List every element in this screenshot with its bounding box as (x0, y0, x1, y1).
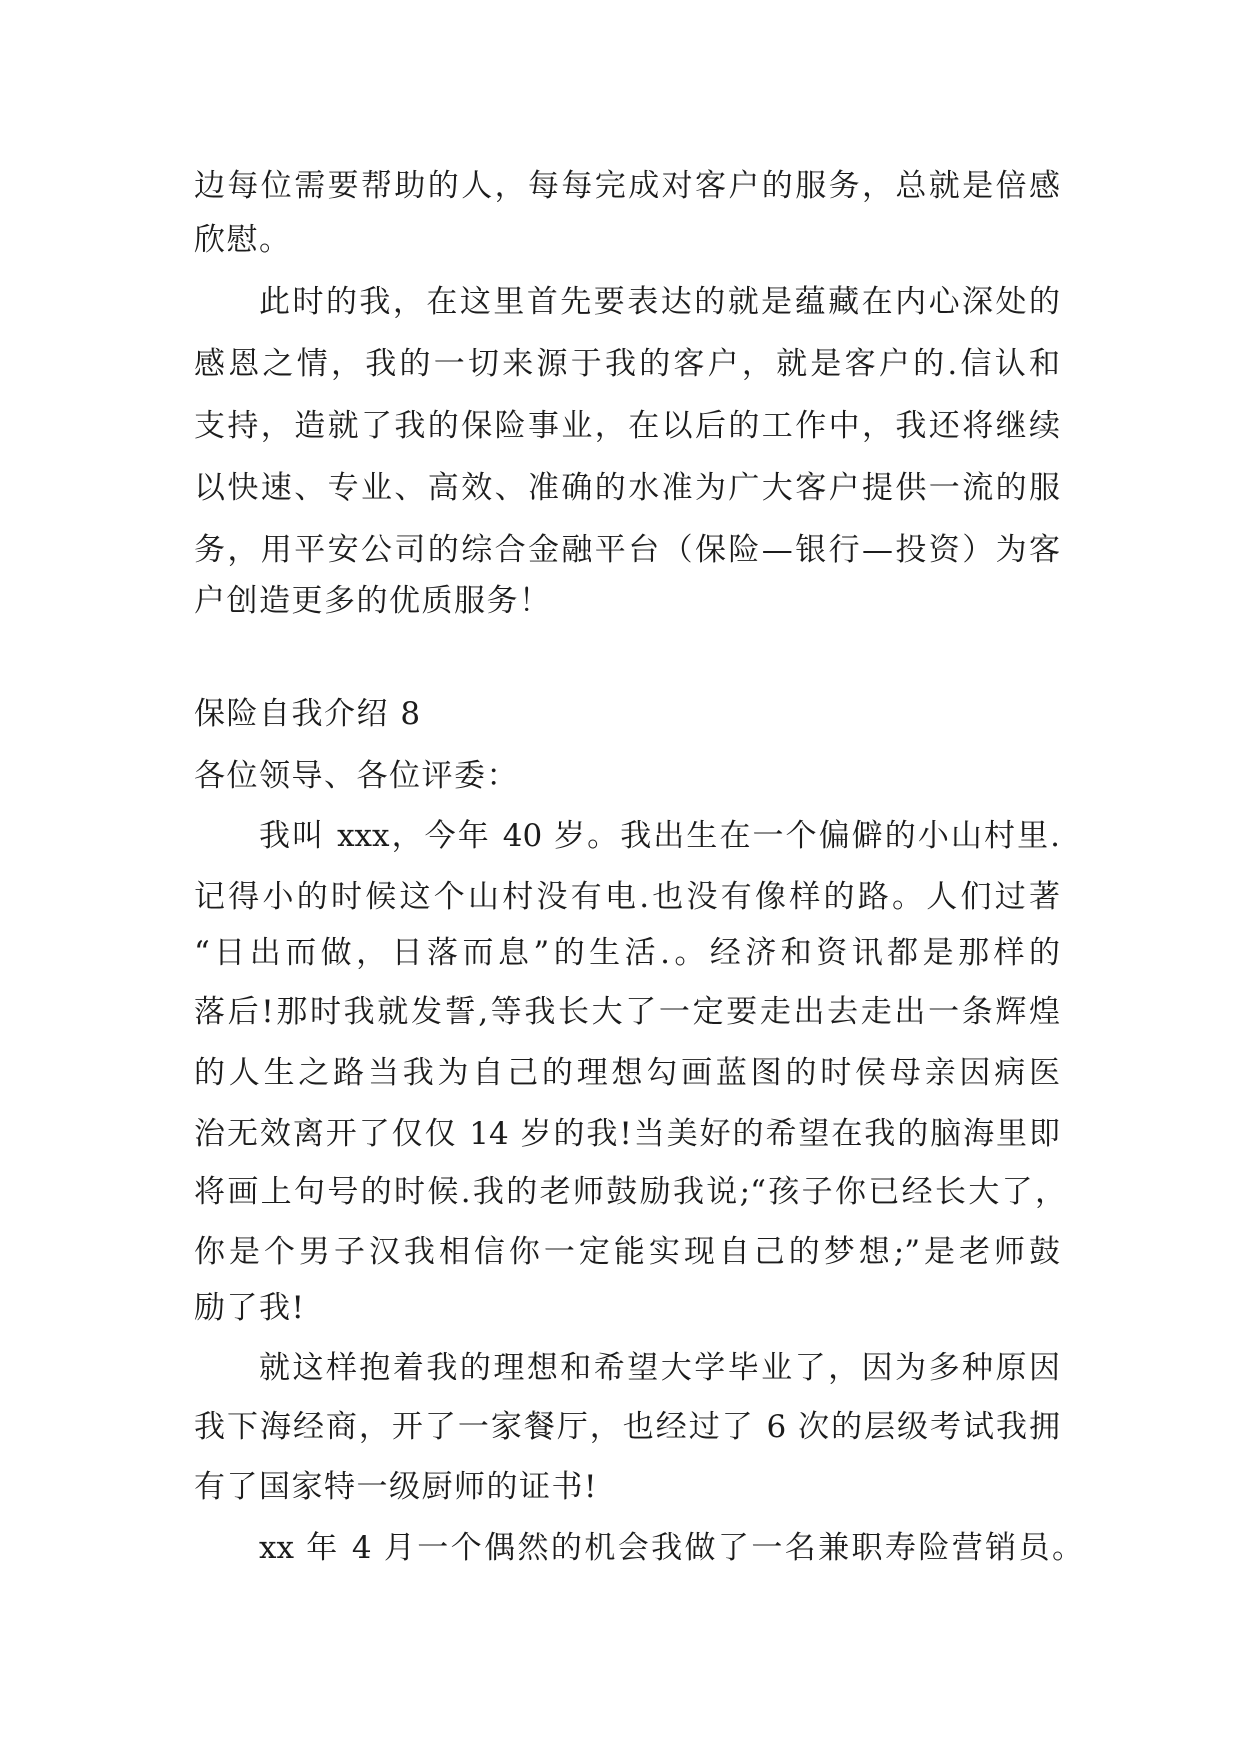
paragraph-line: 此时的我，在这里首先要表达的就是蕴藏在内心深处的 (259, 284, 1060, 320)
paragraph-line: 治无效离开了仅仅 14 岁的我!当美好的希望在我的脑海里即 (194, 1116, 1060, 1152)
paragraph-line: 边每位需要帮助的人，每每完成对客户的服务，总就是倍感 (194, 168, 1060, 204)
paragraph-line: 欣慰。 (194, 222, 292, 258)
paragraph-line: “日出而做，日落而息”的生活.。经济和资讯都是那样的 (194, 935, 1060, 971)
paragraph-line: 落后!那时我就发誓,等我长大了一定要走出去走出一条辉煌 (194, 994, 1060, 1030)
paragraph-line: 以快速、专业、高效、准确的水准为广大客户提供一流的服 (194, 470, 1060, 506)
section-title: 保险自我介绍 8 (194, 696, 422, 732)
paragraph-line: 就这样抱着我的理想和希望大学毕业了，因为多种原因 (259, 1350, 1060, 1386)
salutation: 各位领导、各位评委： (194, 758, 519, 794)
paragraph-line: 户创造更多的优质服务！ (194, 583, 552, 619)
paragraph-line: 励了我! (194, 1290, 306, 1326)
paragraph-line: 有了国家特一级厨师的证书! (194, 1469, 598, 1505)
paragraph-line: 我下海经商，开了一家餐厅，也经过了 6 次的层级考试我拥 (194, 1409, 1060, 1445)
paragraph-line: 感恩之情，我的一切来源于我的客户，就是客户的.信认和 (194, 346, 1060, 382)
paragraph-line: 我叫 xxx，今年 40 岁。我出生在一个偏僻的小山村里. (259, 818, 1060, 854)
paragraph-line: 记得小的时候这个山村没有电.也没有像样的路。人们过著 (194, 879, 1060, 915)
paragraph-line: xx 年 4 月一个偶然的机会我做了一名兼职寿险营销员。 (259, 1530, 1083, 1566)
paragraph-line: 的人生之路当我为自己的理想勾画蓝图的时侯母亲因病医 (194, 1055, 1060, 1091)
paragraph-line: 你是个男子汉我相信你一定能实现自己的梦想;”是老师鼓 (194, 1234, 1060, 1270)
paragraph-line: 支持，造就了我的保险事业，在以后的工作中，我还将继续 (194, 408, 1060, 444)
paragraph-line: 将画上句号的时候.我的老师鼓励我说;“孩子你已经长大了， (194, 1174, 1066, 1210)
paragraph-line: 务，用平安公司的综合金融平台（保险—银行—投资）为客 (194, 532, 1060, 568)
